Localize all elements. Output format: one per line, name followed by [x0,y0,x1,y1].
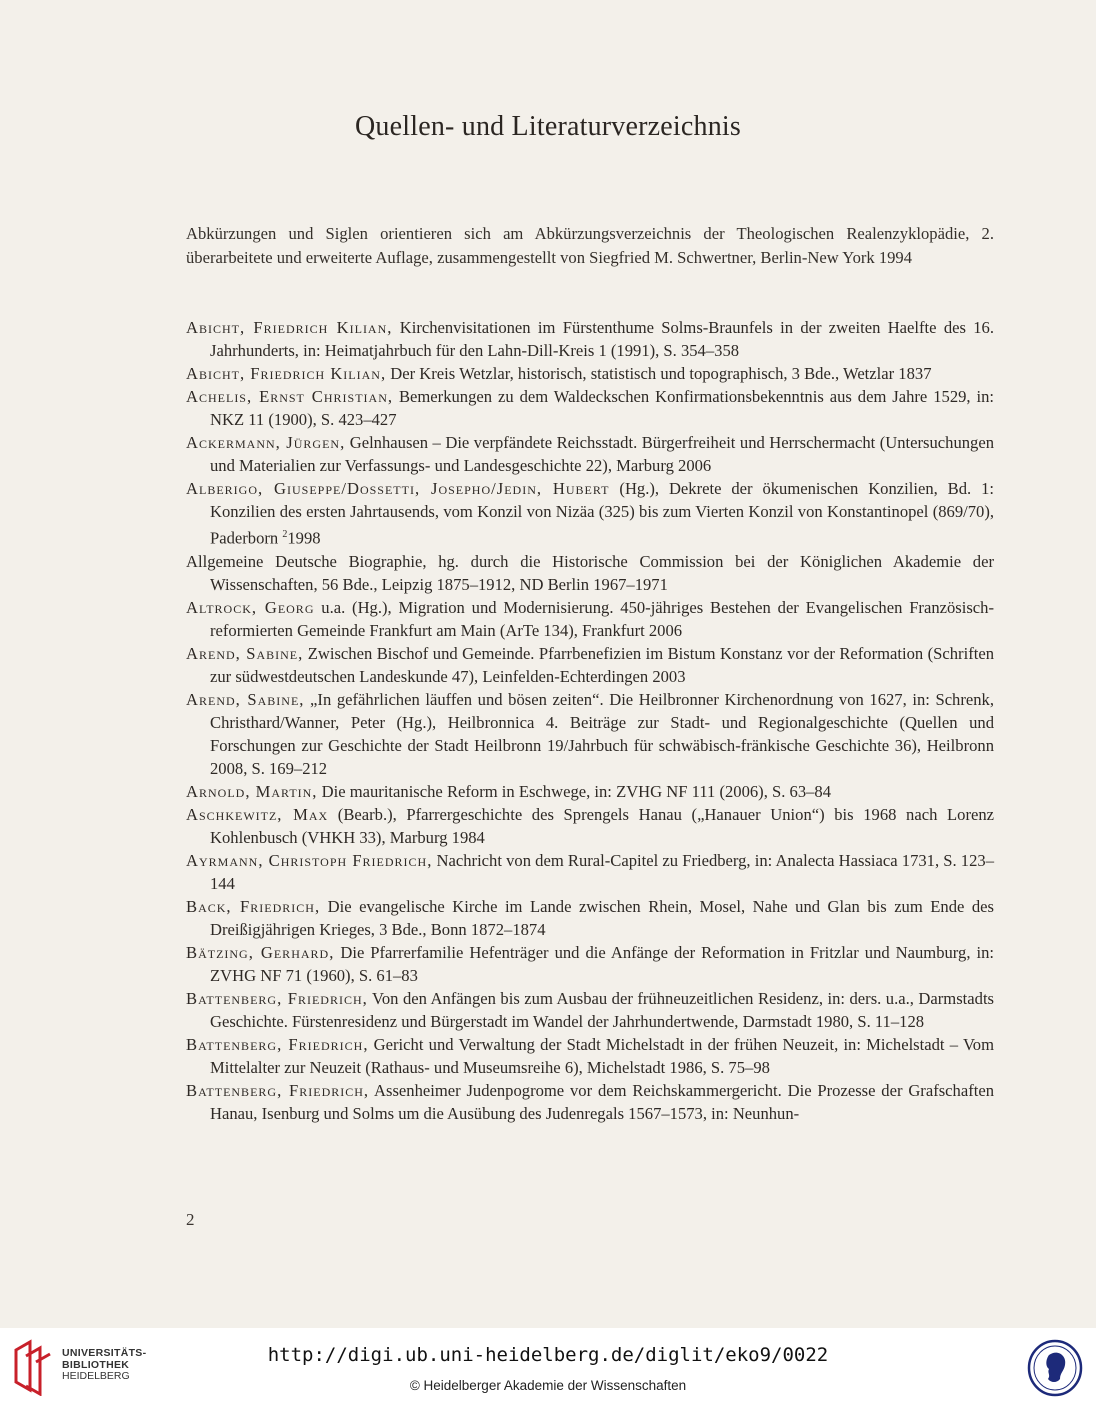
page-number: 2 [186,1210,195,1229]
bibliography-entry [186,1079,994,1125]
bibliography-entry [186,987,994,1033]
bibliography-entry [186,1033,994,1079]
entry-author: Back, Friedrich, [186,896,321,916]
bibliography-entry [186,550,994,596]
entry-author: Battenberg, Friedrich, [186,988,368,1008]
bibliography-entry [186,431,994,477]
copyright-notice: © Heidelberger Akademie der Wissenschaften [409,1378,687,1393]
bibliography-entry [186,895,994,941]
entry-text: Zwischen Bischof und Gemeinde. Pfarrbenefizien im Bistum Konstanz vor der Reformation (Schriften zur südwestdeutschen Landeskunde 47), Leinfelden-Echterdingen 2003 [210,643,994,686]
entry-text: Kirchenvisitationen im Fürstenthume Solms-Braunfels in der zweiten Haelfte des 16. Jahrhunderts, in: Heimatjahrbuch für den Lahn-Dill-Kreis 1 (1991), S. 354–358 [210,318,994,360]
bibliography-entry [186,941,994,987]
entry-author: Arend, Sabine, [186,643,304,663]
entry-text: Bemerkungen zu dem Waldeckschen Konfirmationsbekenntnis aus dem Jahre 1529, in: NKZ 11 (1900), S. 423–427 [210,387,995,429]
library-name: UNIVERSITÄTS- BIBLIOTHEK HEIDELBERG [62,1347,147,1382]
entry-author: Battenberg, Friedrich, [186,1034,369,1054]
bibliography-entry [186,642,994,688]
page-title: Quellen- und Literaturverzeichnis [355,111,741,142]
entry-text: Gelnhausen – Die verpfändete Reichsstadt. Bürgerfreiheit und Herrschermacht (Untersuchungen und Materialien zur Verfassungs- und Landesgeschichte 22), Marburg 2006 [210,433,994,475]
bibliography-entry [186,477,994,550]
entry-text: Assenheimer Judenpogrome vor dem Reichskammergericht. Die Prozesse der Grafschaften Hanau, Isenburg und Solms um die Ausübung des Judenregals 1567–1573, in: Neunhun- [210,1080,995,1123]
entry-text: Die mauritanische Reform in Eschwege, in: ZVHG NF 111 (2006), S. 63–84 [317,781,832,801]
entry-text: Die evangelische Kirche im Lande zwischen Rhein, Mosel, Nahe und Glan bis zum Ende des Dreißigjährigen Krieges, 3 Bde., Bonn 1872–1874 [210,896,994,939]
entry-author: Ackermann, Jürgen, [186,433,346,452]
bibliography-entry [186,316,994,362]
bibliography-entry [186,688,994,780]
bibliography-entry [186,803,994,849]
academy-seal-icon [1027,1339,1083,1397]
entry-text: Von den Anfängen bis zum Ausbau der frühneuzeitlichen Residenz, in: ders. u.a., Darmstadts Geschichte. Fürstenresidenz und Bürgerstadt im Wandel der Jahrhundertwende, Darmstadt 1980, S. 11–128 [210,988,995,1031]
entry-text: (Bearb.), Pfarrergeschichte des Sprengels Hanau („Hanauer Union“) bis 1968 nach Lorenz Kohlenbusch (VHKH 33), Marburg 1984 [210,804,994,847]
entry-text: Gericht und Verwaltung der Stadt Michelstadt in der frühen Neuzeit, in: Michelstadt – Vom Mittelalter zur Neuzeit (Rathaus- und Museumsreihe 6), Michelstadt 1986, S. 75–98 [210,1034,994,1077]
entry-text: „In gefährlichen läuffen und bösen zeiten“. Die Heilbronner Kirchenordnung von 1627, in: Schrenk, Christhard/Wanner, Peter (Hg.), Heilbronnica 4. Beiträge zur Stadt- und Regionalgeschichte (Quellen und Forschungen zur Geschichte der Stadt Heilbronn 19/Jahrbuch für schwäbisch-fränkische Geschichte 36), Heilbronn 2008, S. 169–212 [210,689,994,778]
entry-author: Alberigo, Giuseppe/Dossetti, Josepho/Jedin, Hubert [186,479,610,498]
entry-text: (Hg.), Dekrete der ökumenischen Konzilien, Bd. 1: Konzilien des ersten Jahrtausends, vom Konzil von Nizäa (325) bis zum Vierten Konzil von Konstantinopel (869/70), Paderborn [210,479,994,548]
entry-edition-superscript: 2 [282,529,288,540]
entry-text: Die Pfarrerfamilie Hefenträger und die Anfänge der Reformation in Fritzlar und Naumburg, in: ZVHG NF 71 (1960), S. 61–83 [210,942,994,985]
entry-text-tail: 1998 [287,528,321,548]
entry-author: Ayrmann, Christoph Friedrich, [186,850,433,870]
entry-author: Battenberg, Friedrich, [186,1080,370,1100]
entry-text: Allgemeine Deutsche Biographie, hg. durch die Historische Commission bei der Königlichen Akademie der Wissenschaften, 56 Bde., Leipzig 1875–1912, ND Berlin 1967–1971 [186,551,994,594]
entry-author: Arend, Sabine, [186,689,305,709]
bibliography-list [186,316,994,1125]
intro-paragraph: Abkürzungen und Siglen orientieren sich am Abkürzungsverzeichnis der Theologischen Realenzyklopädie, 2. überarbeitete und erweiterte Auflage, zusammengestellt von Siegfried M. Schwertner, Berlin-New York 1994 [186,224,994,267]
bibliography-entry [186,362,994,385]
entry-author: Achelis, Ernst Christian, [186,387,394,406]
entry-text: u.a. (Hg.), Migration und Modernisierung. 450-jähriges Bestehen der Evangelischen Französisch-reformierten Gemeinde Frankfurt am Main (ArTe 134), Frankfurt 2006 [210,597,994,640]
entry-author: Altrock, Georg [186,597,315,617]
entry-author: Arnold, Martin, [186,781,318,801]
entry-author: Abicht, Friedrich Kilian, [186,318,393,337]
document-url-link[interactable]: http://digi.ub.uni-heidelberg.de/diglit/eko9/0022 [267,1344,829,1366]
entry-text: Nachricht von dem Rural-Capitel zu Friedberg, in: Analecta Hassiaca 1731, S. 123–144 [210,850,994,893]
footer-bar [0,1328,1096,1407]
entry-author: Aschkewitz, Max [186,804,329,824]
bibliography-entry [186,780,994,803]
bibliography-entry [186,596,994,642]
bibliography-entry [186,385,994,431]
entry-text: Der Kreis Wetzlar, historisch, statistisch und topographisch, 3 Bde., Wetzlar 1837 [386,364,932,383]
entry-author: Abicht, Friedrich Kilian, [186,364,387,383]
bibliography-entry [186,849,994,895]
entry-author: Bätzing, Gerhard, [186,942,335,962]
